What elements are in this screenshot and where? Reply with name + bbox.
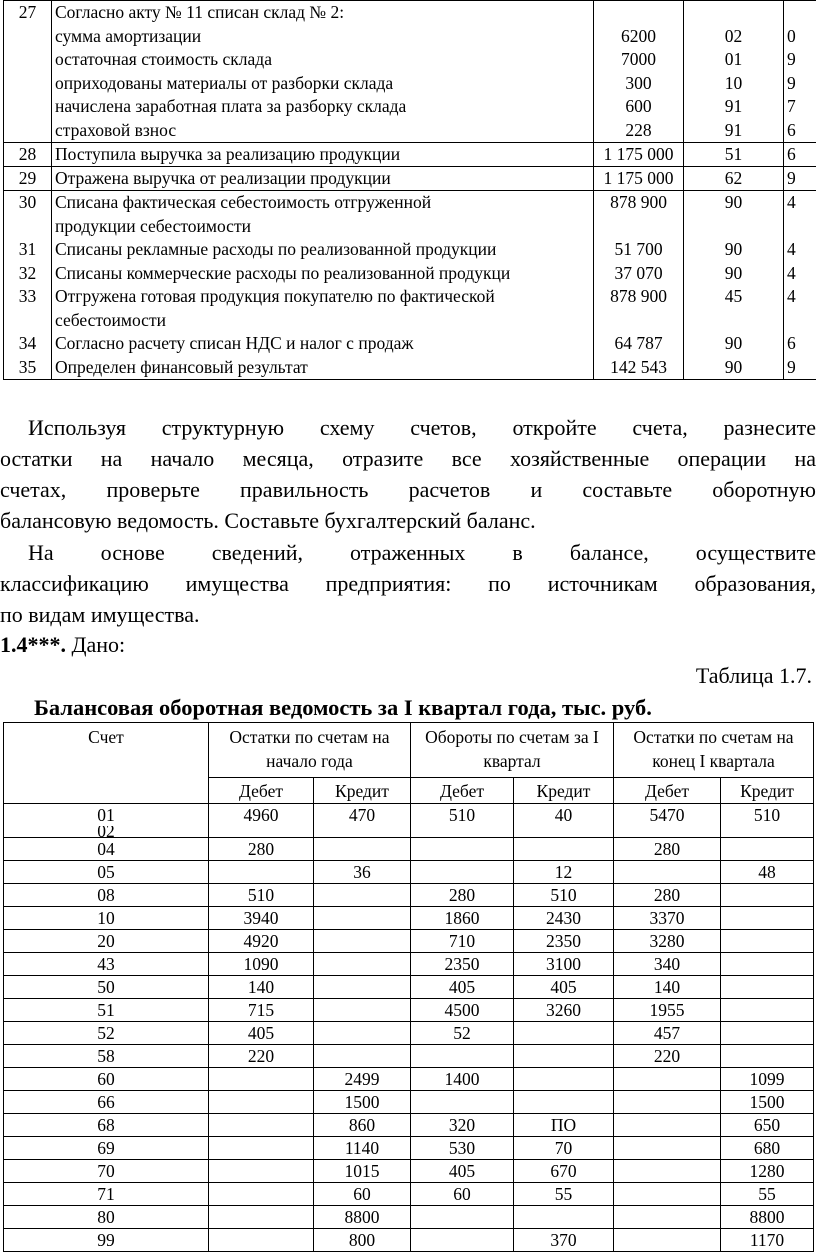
operation-debit	[684, 1, 784, 143]
cell-opening-credit: 1140	[314, 1137, 411, 1160]
operation-line: начислена заработная плата за разборку склада	[55, 96, 407, 116]
cell-closing-credit	[721, 884, 814, 907]
operation-debit-line: 45	[724, 286, 743, 306]
cell-account	[4, 804, 209, 838]
cell-account: 99	[4, 1229, 209, 1252]
operation-debit: 51	[684, 143, 784, 167]
cell-turnover-credit: 70	[514, 1137, 614, 1160]
table-row	[4, 804, 814, 838]
operation-line-sum: 600	[625, 96, 652, 116]
instruction-paragraph-1	[0, 412, 816, 536]
cell-closing-debit	[614, 1114, 721, 1137]
cell-closing-credit	[721, 1022, 814, 1045]
operation-credit-line: 4	[787, 262, 796, 283]
operation-text-line: продукции себестоимости	[55, 215, 251, 236]
cell-opening-credit: 470	[314, 804, 411, 838]
cell-closing-debit: 457	[614, 1022, 721, 1045]
cell-turnover-credit: 2350	[514, 930, 614, 953]
operation-text-line: Определен финансовый результат	[55, 356, 308, 377]
operation-sum-line: 142 543	[610, 356, 667, 377]
cell-opening-credit: 1500	[314, 1091, 411, 1114]
table-row	[4, 999, 814, 1022]
table-row	[4, 167, 816, 191]
cell-turnover-debit: 510	[411, 804, 514, 838]
operation-text-line: Согласно расчету списан НДС и налог с продаж	[55, 333, 414, 353]
table-row	[4, 1022, 814, 1045]
table-row	[4, 1183, 814, 1206]
cell-closing-debit	[614, 1183, 721, 1206]
operation-line: оприходованы материалы от разборки склада	[55, 72, 394, 93]
cell-closing-debit: 5470	[614, 804, 721, 838]
operation-debit-line: 90	[724, 192, 743, 212]
cell-turnover-debit: 4500	[411, 999, 514, 1022]
operation-sum-line: 51 700	[614, 239, 663, 259]
table-row	[4, 191, 816, 380]
table-row	[4, 1206, 814, 1229]
cell-turnover-debit	[411, 838, 514, 861]
paragraph-line: по видам имущества.	[0, 602, 200, 627]
cell-closing-debit: 280	[614, 884, 721, 907]
operation-line-credit: 9	[787, 49, 796, 69]
table-row	[4, 1091, 814, 1114]
cell-closing-credit	[721, 999, 814, 1022]
operation-sum: 1 175 000	[594, 167, 684, 191]
cell-turnover-debit: 530	[411, 1137, 514, 1160]
cell-opening-debit	[209, 861, 314, 884]
header-turnover-debit: Дебет	[411, 778, 514, 804]
operation-debit-line: 90	[724, 262, 743, 283]
cell-closing-credit	[721, 976, 814, 999]
account-code: 01	[97, 805, 115, 825]
cell-closing-credit	[721, 838, 814, 861]
cell-closing-debit	[614, 1068, 721, 1091]
cell-closing-debit	[614, 1206, 721, 1229]
cell-opening-debit	[209, 1068, 314, 1091]
cell-turnover-credit: 3100	[514, 953, 614, 976]
operation-number: 29	[4, 167, 52, 191]
cell-turnover-debit: 280	[411, 884, 514, 907]
cell-closing-credit: 680	[721, 1137, 814, 1160]
cell-turnover-credit: 670	[514, 1160, 614, 1183]
table-number: Таблица 1.7.	[695, 663, 812, 688]
cell-opening-debit	[209, 1160, 314, 1183]
cell-opening-credit	[314, 930, 411, 953]
cell-opening-credit	[314, 838, 411, 861]
operation-line-debit: 01	[724, 49, 743, 69]
cell-turnover-debit	[411, 1206, 514, 1229]
operation-credit-line: 6	[787, 333, 796, 353]
cell-opening-debit: 4960	[209, 804, 314, 838]
cell-closing-debit	[614, 1137, 721, 1160]
cell-closing-debit: 220	[614, 1045, 721, 1068]
cell-closing-credit: 1170	[721, 1229, 814, 1252]
cell-closing-credit: 8800	[721, 1206, 814, 1229]
operation-sum-line: 64 787	[614, 333, 663, 353]
cell-turnover-debit: 405	[411, 976, 514, 999]
operation-text: Отражена выручка от реализации продукции	[52, 167, 594, 191]
operation-line-debit: 02	[724, 25, 743, 46]
operation-text-line: Отгружена готовая продукция покупателю по фактической	[55, 286, 495, 306]
cell-opening-debit: 510	[209, 884, 314, 907]
cell-turnover-debit: 2350	[411, 953, 514, 976]
cell-opening-credit: 1015	[314, 1160, 411, 1183]
operation-debit	[684, 191, 784, 380]
operation-line-credit: 6	[787, 119, 796, 140]
operation-line: сумма амортизации	[55, 25, 202, 46]
cell-turnover-credit	[514, 1068, 614, 1091]
cell-turnover-credit: 55	[514, 1183, 614, 1206]
table-row	[4, 953, 814, 976]
cell-opening-credit	[314, 976, 411, 999]
operation-sum-line	[597, 215, 680, 239]
operation-number-line: 33	[18, 286, 37, 306]
cell-closing-debit	[614, 861, 721, 884]
cell-opening-credit	[314, 953, 411, 976]
cell-closing-credit: 650	[721, 1114, 814, 1137]
paragraph-line: классификацию имущества предприятия: по источникам образования,	[0, 571, 816, 596]
operation-line-sum	[597, 1, 680, 25]
cell-turnover-credit	[514, 1022, 614, 1045]
operation-line-credit: 7	[787, 96, 796, 116]
cell-opening-debit: 140	[209, 976, 314, 999]
operation-number-line	[7, 215, 48, 239]
cell-turnover-credit: ПО	[514, 1114, 614, 1137]
cell-turnover-debit: 405	[411, 1160, 514, 1183]
table-row	[4, 930, 814, 953]
cell-turnover-credit: 405	[514, 976, 614, 999]
operation-credit-line: 4	[787, 286, 796, 306]
operation-credit-line: 9	[787, 356, 796, 377]
cell-closing-debit: 1955	[614, 999, 721, 1022]
cell-turnover-debit	[411, 1229, 514, 1252]
operation-number	[4, 191, 52, 380]
table-row	[4, 1045, 814, 1068]
operation-credit-line: 4	[787, 239, 796, 259]
operation-number-line: 34	[18, 333, 37, 353]
cell-opening-debit	[209, 1137, 314, 1160]
table-row	[4, 1114, 814, 1137]
cell-opening-debit: 405	[209, 1022, 314, 1045]
operation-debit-line	[687, 309, 780, 333]
cell-turnover-credit: 370	[514, 1229, 614, 1252]
paragraph-line: остатки на начало месяца, отразите все хозяйственные операции на	[0, 446, 816, 471]
cell-turnover-debit: 1860	[411, 907, 514, 930]
operation-sum-line	[597, 309, 680, 333]
operation-text-line: себестоимости	[55, 309, 166, 330]
cell-closing-credit: 1280	[721, 1160, 814, 1183]
operation-line-sum: 7000	[621, 49, 656, 69]
cell-turnover-credit	[514, 1091, 614, 1114]
cell-closing-debit: 3280	[614, 930, 721, 953]
operation-credit	[784, 191, 816, 380]
table-row	[4, 1068, 814, 1091]
balance-sheet-body	[4, 804, 814, 1252]
instruction-paragraph-2	[0, 537, 816, 630]
operation-sum	[594, 191, 684, 380]
cell-turnover-debit	[411, 1091, 514, 1114]
cell-opening-credit	[314, 907, 411, 930]
operation-sum: 1 175 000	[594, 143, 684, 167]
cell-opening-debit: 1090	[209, 953, 314, 976]
table-row	[4, 884, 814, 907]
cell-opening-debit: 3940	[209, 907, 314, 930]
cell-opening-credit	[314, 884, 411, 907]
header-opening-debit: Дебет	[209, 778, 314, 804]
header-closing-balance: Остатки по счетам на конец I квартала	[614, 723, 814, 778]
task-text: Дано:	[66, 632, 126, 657]
paragraph-line: На основе сведений, отраженных в балансе, осуществите	[28, 540, 816, 565]
table-row	[4, 1160, 814, 1183]
cell-closing-debit: 3370	[614, 907, 721, 930]
cell-opening-debit: 4920	[209, 930, 314, 953]
cell-turnover-debit	[411, 861, 514, 884]
cell-closing-debit	[614, 1229, 721, 1252]
cell-account: 20	[4, 930, 209, 953]
operation-text: Поступила выручка за реализацию продукции	[52, 143, 594, 167]
operation-line-credit	[787, 1, 816, 25]
table-row	[4, 1229, 814, 1252]
cell-opening-debit	[209, 1206, 314, 1229]
cell-account: 60	[4, 1068, 209, 1091]
cell-closing-credit	[721, 907, 814, 930]
cell-closing-debit	[614, 1160, 721, 1183]
operation-debit-line	[687, 215, 780, 239]
paragraph-line: балансовую ведомость. Составьте бухгалтерский баланс.	[0, 508, 536, 533]
cell-account: 80	[4, 1206, 209, 1229]
operation-debit: 62	[684, 167, 784, 191]
task-heading	[0, 632, 125, 658]
cell-opening-credit	[314, 999, 411, 1022]
cell-account: 58	[4, 1045, 209, 1068]
table-row	[4, 1, 816, 143]
cell-turnover-debit: 52	[411, 1022, 514, 1045]
operation-credit-line	[787, 215, 816, 239]
operation-line-debit: 91	[724, 119, 743, 140]
cell-account: 52	[4, 1022, 209, 1045]
operation-text	[52, 191, 594, 380]
cell-opening-credit	[314, 1045, 411, 1068]
operation-number-line: 30	[18, 192, 37, 212]
operation-number: 27	[4, 1, 52, 143]
operations-table	[3, 0, 816, 380]
account-code: 02	[97, 826, 115, 837]
operation-credit	[784, 1, 816, 143]
table-row	[4, 976, 814, 999]
cell-account: 08	[4, 884, 209, 907]
operation-number-line: 31	[18, 239, 37, 259]
cell-turnover-credit: 12	[514, 861, 614, 884]
header-account: Счет	[4, 723, 209, 804]
header-opening-credit: Кредит	[314, 778, 411, 804]
cell-opening-debit: 715	[209, 999, 314, 1022]
cell-account: 70	[4, 1160, 209, 1183]
cell-account: 05	[4, 861, 209, 884]
header-closing-debit: Дебет	[614, 778, 721, 804]
cell-opening-debit	[209, 1229, 314, 1252]
cell-closing-credit: 1099	[721, 1068, 814, 1091]
cell-turnover-credit: 2430	[514, 907, 614, 930]
task-number: 1.4***.	[0, 632, 66, 657]
cell-closing-credit	[721, 930, 814, 953]
cell-opening-credit: 800	[314, 1229, 411, 1252]
cell-closing-debit: 340	[614, 953, 721, 976]
cell-turnover-credit	[514, 1206, 614, 1229]
cell-account: 43	[4, 953, 209, 976]
cell-account: 71	[4, 1183, 209, 1206]
table-row	[4, 143, 816, 167]
operation-line-debit: 91	[724, 96, 743, 116]
cell-opening-credit: 36	[314, 861, 411, 884]
operation-text-line: Списаны коммерческие расходы по реализованной продукци	[55, 262, 511, 283]
table-row	[4, 861, 814, 884]
cell-closing-debit	[614, 1091, 721, 1114]
operation-debit-line: 90	[724, 333, 743, 353]
operation-line-sum: 6200	[621, 25, 656, 46]
cell-opening-credit: 860	[314, 1114, 411, 1137]
header-closing-credit: Кредит	[721, 778, 814, 804]
cell-opening-debit	[209, 1114, 314, 1137]
operation-line-debit	[687, 1, 780, 25]
cell-closing-credit	[721, 1045, 814, 1068]
operation-text	[52, 1, 594, 143]
cell-account: 68	[4, 1114, 209, 1137]
cell-closing-credit: 1500	[721, 1091, 814, 1114]
header-turnover: Обороты по счетам за I квартал	[411, 723, 614, 778]
cell-opening-credit: 2499	[314, 1068, 411, 1091]
operation-number-line: 32	[18, 262, 37, 283]
cell-opening-credit: 60	[314, 1183, 411, 1206]
cell-turnover-debit: 320	[411, 1114, 514, 1137]
cell-closing-credit: 510	[721, 804, 814, 838]
cell-opening-credit: 8800	[314, 1206, 411, 1229]
cell-account: 69	[4, 1137, 209, 1160]
operation-number-line	[7, 309, 48, 333]
table-row	[4, 907, 814, 930]
cell-opening-debit	[209, 1091, 314, 1114]
operation-line-credit: 0	[787, 25, 796, 46]
cell-turnover-credit: 40	[514, 804, 614, 838]
operation-number: 28	[4, 143, 52, 167]
operation-line: остаточная стоимость склада	[55, 49, 272, 69]
operation-text-line: Списаны рекламные расходы по реализованной продукции	[55, 239, 497, 259]
operation-text-line: Списана фактическая себестоимость отгруженной	[55, 192, 432, 212]
operation-line-credit: 9	[787, 72, 796, 93]
header-opening-balance: Остатки по счетам на начало года	[209, 723, 411, 778]
operation-line-sum: 300	[625, 72, 652, 93]
cell-account: 10	[4, 907, 209, 930]
operation-sum-line: 37 070	[614, 262, 663, 283]
cell-opening-credit	[314, 1022, 411, 1045]
cell-account: 04	[4, 838, 209, 861]
cell-turnover-credit: 510	[514, 884, 614, 907]
table-row	[4, 838, 814, 861]
cell-account: 50	[4, 976, 209, 999]
table-row	[4, 1137, 814, 1160]
operation-line: Согласно акту № 11 списан склад № 2:	[55, 2, 345, 22]
operation-sum-line: 878 900	[610, 286, 667, 306]
cell-turnover-debit: 1400	[411, 1068, 514, 1091]
operation-number-line: 35	[18, 356, 37, 377]
cell-closing-debit: 280	[614, 838, 721, 861]
header-turnover-credit: Кредит	[514, 778, 614, 804]
cell-closing-credit: 48	[721, 861, 814, 884]
operation-sum-line: 878 900	[610, 192, 667, 212]
balance-sheet-table	[3, 722, 814, 1252]
operation-credit-line	[787, 309, 816, 333]
cell-closing-debit: 140	[614, 976, 721, 999]
operations-table-body	[4, 1, 816, 380]
operation-credit: 9	[784, 167, 816, 191]
cell-closing-credit	[721, 953, 814, 976]
cell-opening-debit: 220	[209, 1045, 314, 1068]
operation-line-sum: 228	[625, 119, 652, 140]
table-title: Балансовая оборотная ведомость за I квартал года, тыс. руб.	[34, 695, 652, 720]
cell-opening-debit	[209, 1183, 314, 1206]
cell-closing-credit: 55	[721, 1183, 814, 1206]
operation-debit-line: 90	[724, 356, 743, 377]
cell-turnover-credit	[514, 1045, 614, 1068]
paragraph-line: Используя структурную схему счетов, откройте счета, разнесите	[28, 415, 816, 440]
cell-turnover-debit	[411, 1045, 514, 1068]
operation-credit-line: 4	[787, 192, 796, 212]
operation-line-debit: 10	[724, 72, 743, 93]
cell-turnover-credit: 3260	[514, 999, 614, 1022]
operation-debit-line: 90	[724, 239, 743, 259]
operation-sum	[594, 1, 684, 143]
operation-line: страховой взнос	[55, 119, 177, 140]
cell-turnover-debit: 60	[411, 1183, 514, 1206]
operation-credit: 6	[784, 143, 816, 167]
cell-turnover-debit: 710	[411, 930, 514, 953]
paragraph-line: счетах, проверьте правильность расчетов и составьте оборотную	[0, 477, 816, 502]
cell-account: 51	[4, 999, 209, 1022]
cell-opening-debit: 280	[209, 838, 314, 861]
cell-turnover-credit	[514, 838, 614, 861]
cell-account: 66	[4, 1091, 209, 1114]
